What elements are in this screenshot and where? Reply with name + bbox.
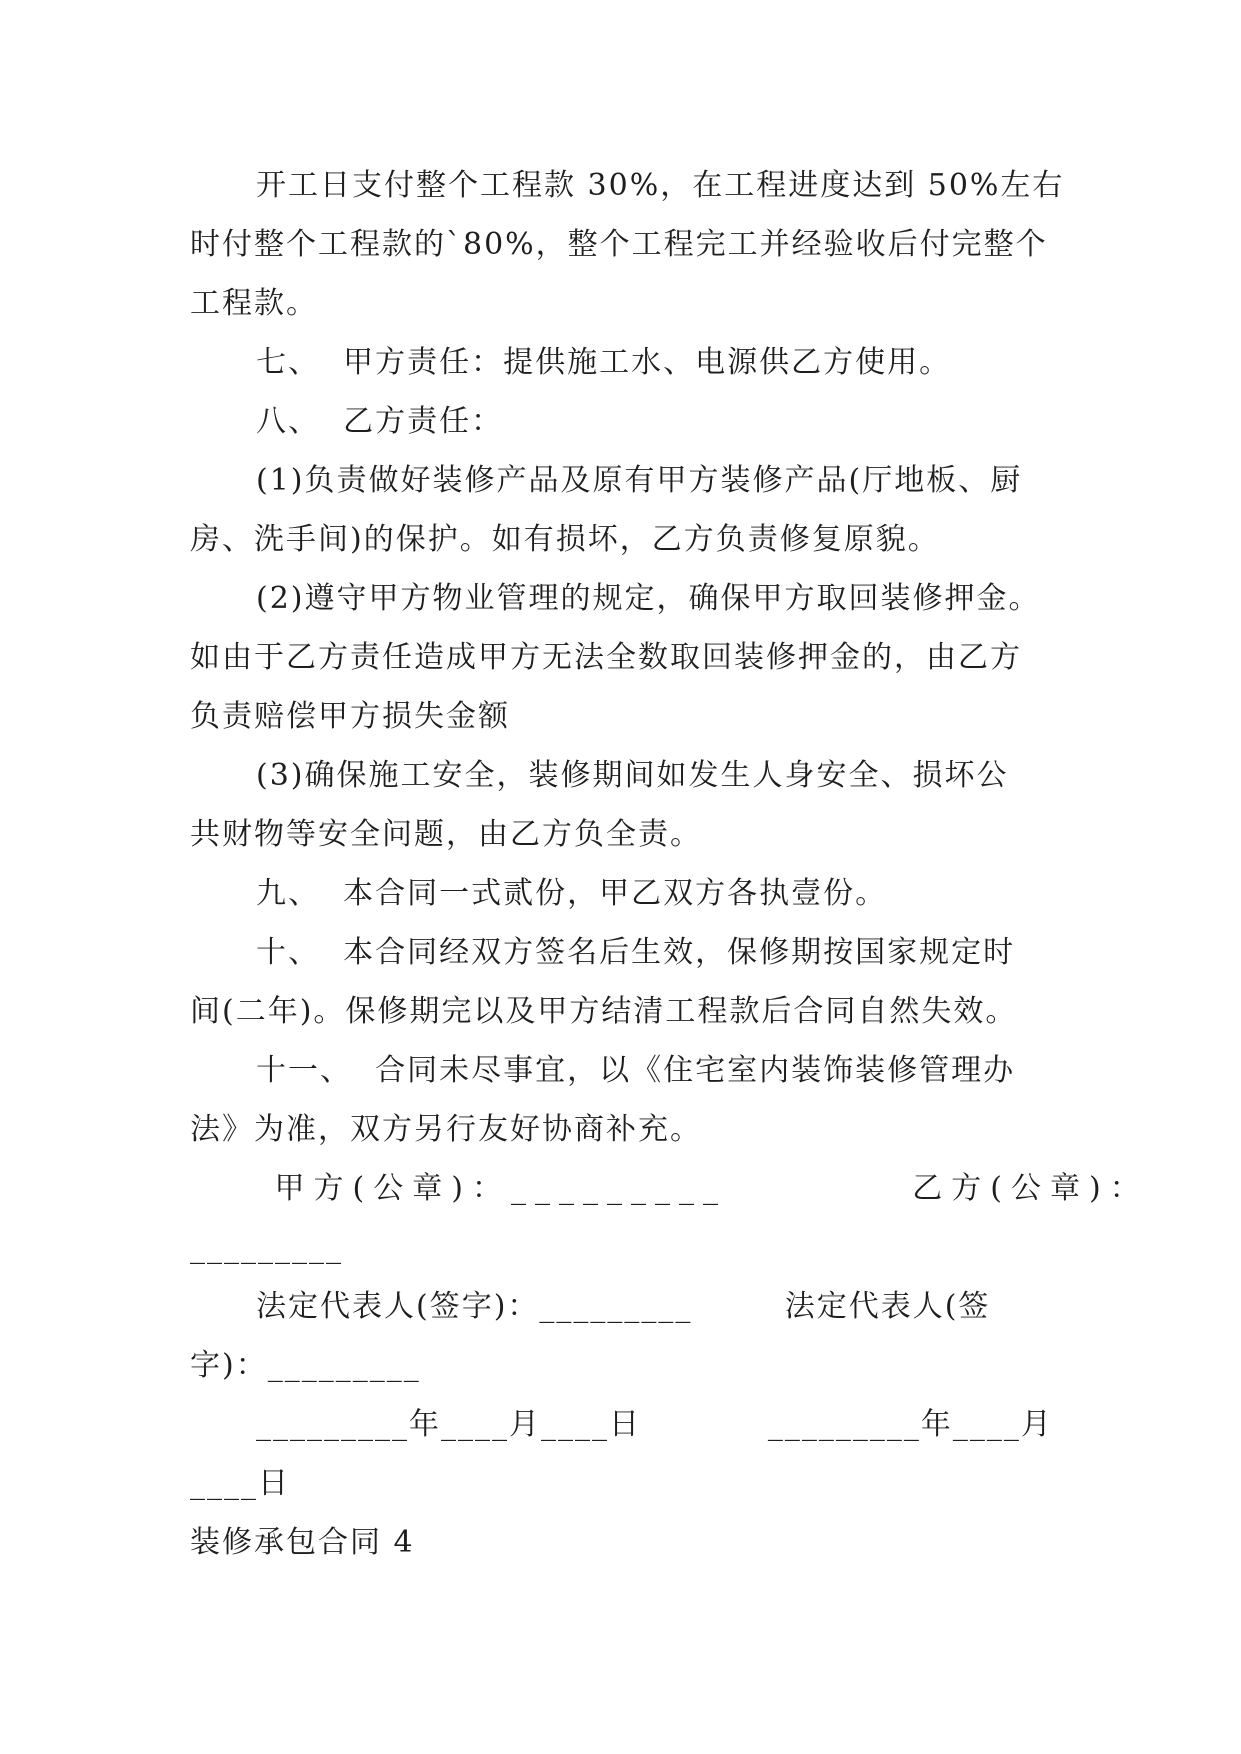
clause-11-line-1: 十一、 合同未尽事宜，以《住宅室内装饰装修管理办 bbox=[256, 1053, 1016, 1088]
clause-9: 九、 本合同一式贰份，甲乙双方各执壹份。 bbox=[256, 876, 888, 911]
clause-8-item-2-line-1: (2)遵守甲方物业管理的规定，确保甲方取回装修押金。 bbox=[256, 581, 1041, 616]
representative-line-continued: 字)：_________ bbox=[190, 1348, 421, 1383]
clause-7: 七、 甲方责任：提供施工水、电源供乙方使用。 bbox=[256, 345, 952, 380]
clause-8-item-2-line-2: 如由于乙方责任造成甲方无法全数取回装修押金的，由乙方 bbox=[190, 640, 1022, 675]
seal-line: 甲方(公章)：_________ 乙方(公章)： bbox=[256, 1171, 1149, 1206]
clause-8-item-3-line-2: 共财物等安全问题，由乙方负全责。 bbox=[190, 817, 702, 852]
clause-8-item-3-line-1: (3)确保施工安全，装修期间如发生人身安全、损坏公 bbox=[256, 758, 1009, 793]
clause-8-item-2-line-3: 负责赔偿甲方损失金额 bbox=[190, 699, 510, 734]
seal-line-continued: _________ bbox=[190, 1230, 343, 1265]
section-title: 装修承包合同 4 bbox=[190, 1525, 415, 1560]
clause-8-item-1-line-2: 房、洗手间)的保护。如有损坏，乙方负责修复原貌。 bbox=[190, 522, 940, 557]
clause-11-line-2: 法》为准，双方另行友好协商补充。 bbox=[190, 1112, 702, 1147]
payment-terms-line-2: 时付整个工程款的`80%，整个工程完工并经验收后付完整个 bbox=[190, 227, 1048, 262]
payment-terms-line-1: 开工日支付整个工程款 30%，在工程进度达到 50%左右 bbox=[256, 168, 1065, 203]
clause-10-line-2: 间(二年)。保修期完以及甲方结清工程款后合同自然失效。 bbox=[190, 994, 1018, 1029]
representative-line: 法定代表人(签字)：_________ 法定代表人(签 bbox=[256, 1289, 991, 1324]
payment-terms-line-3: 工程款。 bbox=[190, 286, 318, 321]
date-line: _________年____月____日 _________年____月 bbox=[256, 1407, 1053, 1442]
clause-8-heading: 八、 乙方责任： bbox=[256, 404, 504, 439]
clause-8-item-1-line-1: (1)负责做好装修产品及原有甲方装修产品(厅地板、厨 bbox=[256, 463, 1023, 498]
date-line-continued: ____日 bbox=[190, 1466, 290, 1501]
clause-10-line-1: 十、 本合同经双方签名后生效，保修期按国家规定时 bbox=[256, 935, 1016, 970]
